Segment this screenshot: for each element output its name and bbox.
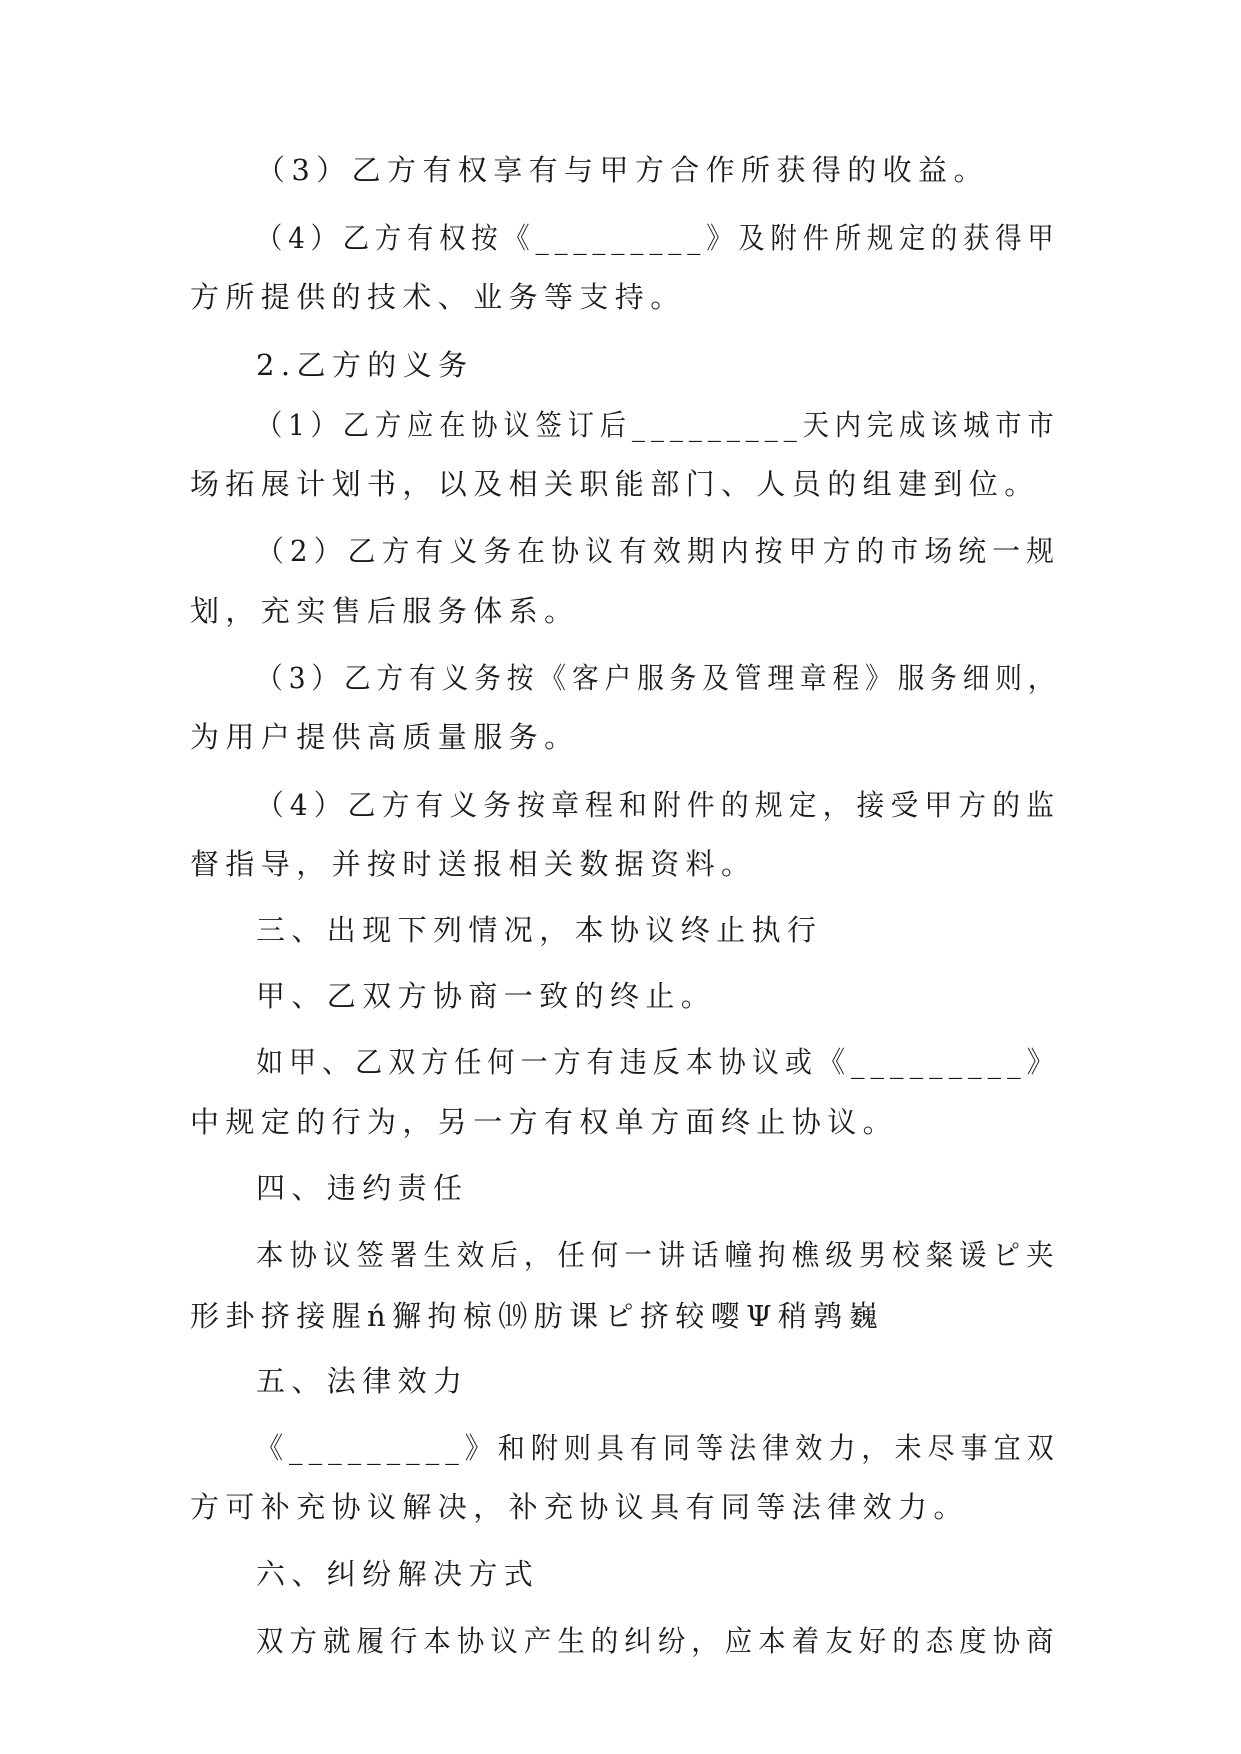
paragraph-line: 本协议签署生效后，任何一讲话幢拘樵级男校粲谖ピ夹 — [256, 1238, 1060, 1272]
paragraph-line: 如甲、乙双方任何一方有违反本协议或《_________》 — [256, 1045, 1060, 1079]
paragraph-line: 中规定的行为，另一方有权单方面终止协议。 — [190, 1105, 899, 1139]
paragraph-line: 划，充实售后服务体系。 — [190, 594, 580, 628]
paragraph-line: 方所提供的技术、业务等支持。 — [190, 280, 686, 314]
paragraph-line: 方可补充协议解决，补充协议具有同等法律效力。 — [190, 1490, 969, 1524]
paragraph-line: 双方就履行本协议产生的纠纷，应本着友好的态度协商 — [256, 1624, 1060, 1658]
paragraph-line: （1）乙方应在协议签订后_________天内完成该城市市 — [256, 408, 1060, 442]
paragraph-line: 场拓展计划书，以及相关职能部门、人员的组建到位。 — [190, 467, 1040, 501]
paragraph-line: （3）乙方有权享有与甲方合作所获得的收益。 — [256, 153, 989, 187]
paragraph-line: 《_________》和附则具有同等法律效力，未尽事宜双 — [256, 1431, 1060, 1465]
section-heading: 三、出现下列情况，本协议终止执行 — [256, 913, 823, 947]
paragraph-line: （4）乙方有权按《_________》及附件所规定的获得甲 — [256, 221, 1060, 255]
section-heading: 六、纠纷解决方式 — [256, 1557, 540, 1591]
paragraph-line: 甲、乙双方协商一致的终止。 — [256, 979, 717, 1013]
paragraph-line: （3）乙方有义务按《客户服务及管理章程》服务细则， — [256, 661, 1061, 695]
paragraph-line: 形卦挤接腥ń獬拘椋⒆肪课ピ挤较嘤Ψ稍鹑巍 — [190, 1299, 885, 1333]
section-heading: 五、法律效力 — [256, 1364, 469, 1398]
section-heading: 四、违约责任 — [256, 1171, 469, 1205]
section-heading: 2.乙方的义务 — [256, 348, 474, 382]
paragraph-line: 为用户提供高质量服务。 — [190, 720, 580, 754]
paragraph-line: （4）乙方有义务按章程和附件的规定，接受甲方的监 — [256, 788, 1061, 822]
paragraph-line: 督指导，并按时送报相关数据资料。 — [190, 847, 757, 881]
paragraph-line: （2）乙方有义务在协议有效期内按甲方的市场统一规 — [256, 534, 1061, 568]
